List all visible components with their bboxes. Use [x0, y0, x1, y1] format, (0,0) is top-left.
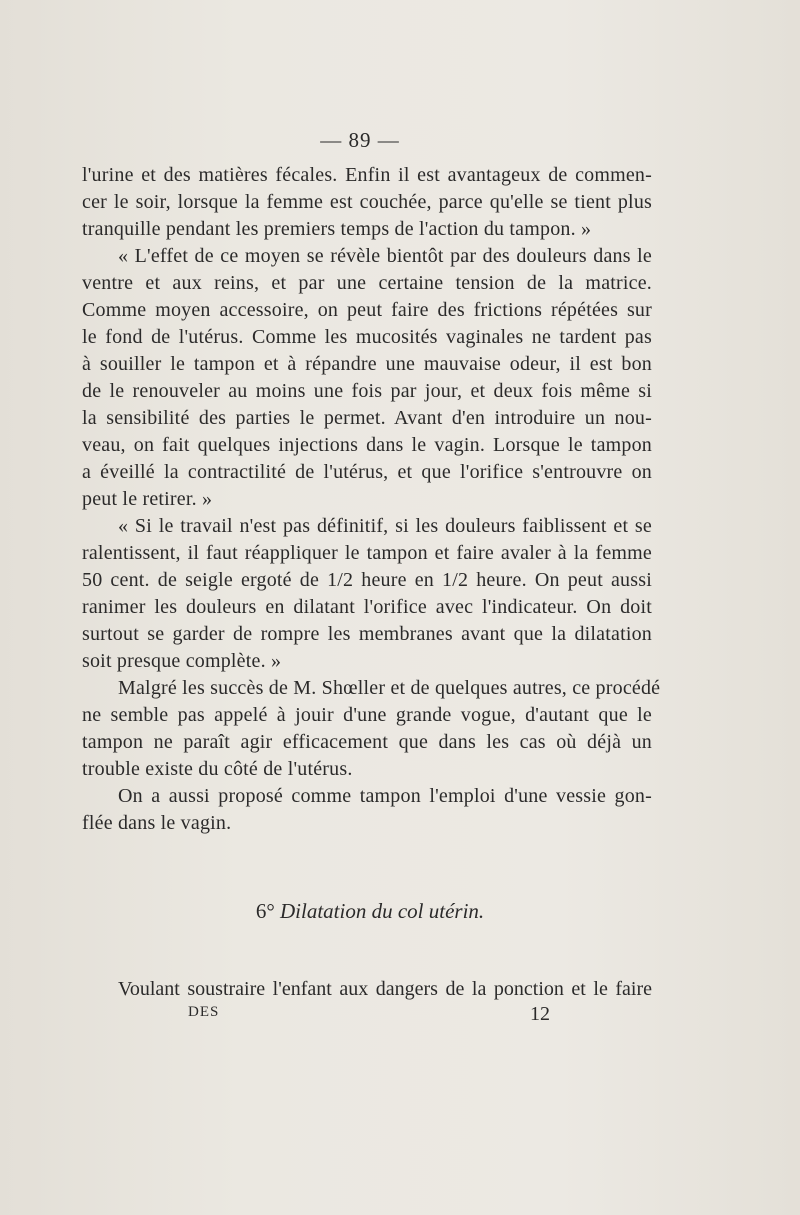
text-line: tampon ne paraît agir efficacement que dans les cas où déjà un	[82, 731, 652, 753]
section-heading	[0, 899, 740, 924]
text-line: On a aussi proposé comme tampon l'emploi d'une vessie gon-	[118, 785, 652, 807]
signature-mark: DES	[188, 1004, 220, 1020]
body-text	[82, 162, 661, 837]
text-line: flée dans le vagin.	[82, 812, 232, 834]
text-line: la sensibilité des parties le permet. Avant d'en introduire un nou-	[82, 407, 652, 429]
text-line-final: Voulant soustraire l'enfant aux dangers de la ponction et le faire	[118, 978, 652, 1000]
text-line: à souiller le tampon et à répandre une mauvaise odeur, il est bon	[82, 353, 652, 375]
section-title: Dilatation du col utérin.	[280, 899, 485, 923]
text-line: l'urine et des matières fécales. Enfin il est avantageux de commen-	[82, 164, 652, 186]
text-line: ralentissent, il faut réappliquer le tampon et faire avaler à la femme	[82, 542, 652, 564]
text-line: veau, on fait quelques injections dans le vagin. Lorsque le tampon	[82, 434, 652, 456]
text-line: « L'effet de ce moyen se révèle bientôt par des douleurs dans le	[118, 245, 652, 267]
text-line: tranquille pendant les premiers temps de l'action du tampon. »	[82, 218, 592, 240]
text-line: peut le retirer. »	[82, 488, 213, 510]
text-line: ne semble pas appelé à jouir d'une grande vogue, d'autant que le	[82, 704, 652, 726]
text-line: 50 cent. de seigle ergoté de 1/2 heure en 1/2 heure. On peut aussi	[82, 569, 652, 591]
signature-number: 12	[530, 1003, 550, 1025]
text-line: ranimer les douleurs en dilatant l'orifice avec l'indicateur. On doit	[82, 596, 652, 618]
text-line: de le renouveler au moins une fois par jour, et deux fois même si	[82, 380, 652, 402]
section-number: 6°	[255, 899, 275, 923]
text-line: le fond de l'utérus. Comme les mucosités vaginales ne tardent pas	[82, 326, 652, 348]
text-line: soit presque complète. »	[82, 650, 282, 672]
text-line: « Si le travail n'est pas définitif, si les douleurs faiblissent et se	[118, 515, 652, 537]
page-number: — 89 —	[320, 128, 400, 152]
text-line: trouble existe du côté de l'utérus.	[82, 758, 353, 780]
text-line: ventre et aux reins, et par une certaine tension de la matrice.	[82, 272, 652, 294]
text-line: surtout se garder de rompre les membranes avant que la dilatation	[82, 623, 652, 645]
text-line: cer le soir, lorsque la femme est couchée, parce qu'elle se tient plus	[82, 191, 652, 213]
text-line: Comme moyen accessoire, on peut faire des frictions répétées sur	[82, 299, 652, 321]
text-line: Malgré les succès de M. Shœller et de quelques autres, ce procédé	[118, 677, 661, 699]
text-line: a éveillé la contractilité de l'utérus, et que l'orifice s'entrouvre on	[82, 461, 652, 483]
